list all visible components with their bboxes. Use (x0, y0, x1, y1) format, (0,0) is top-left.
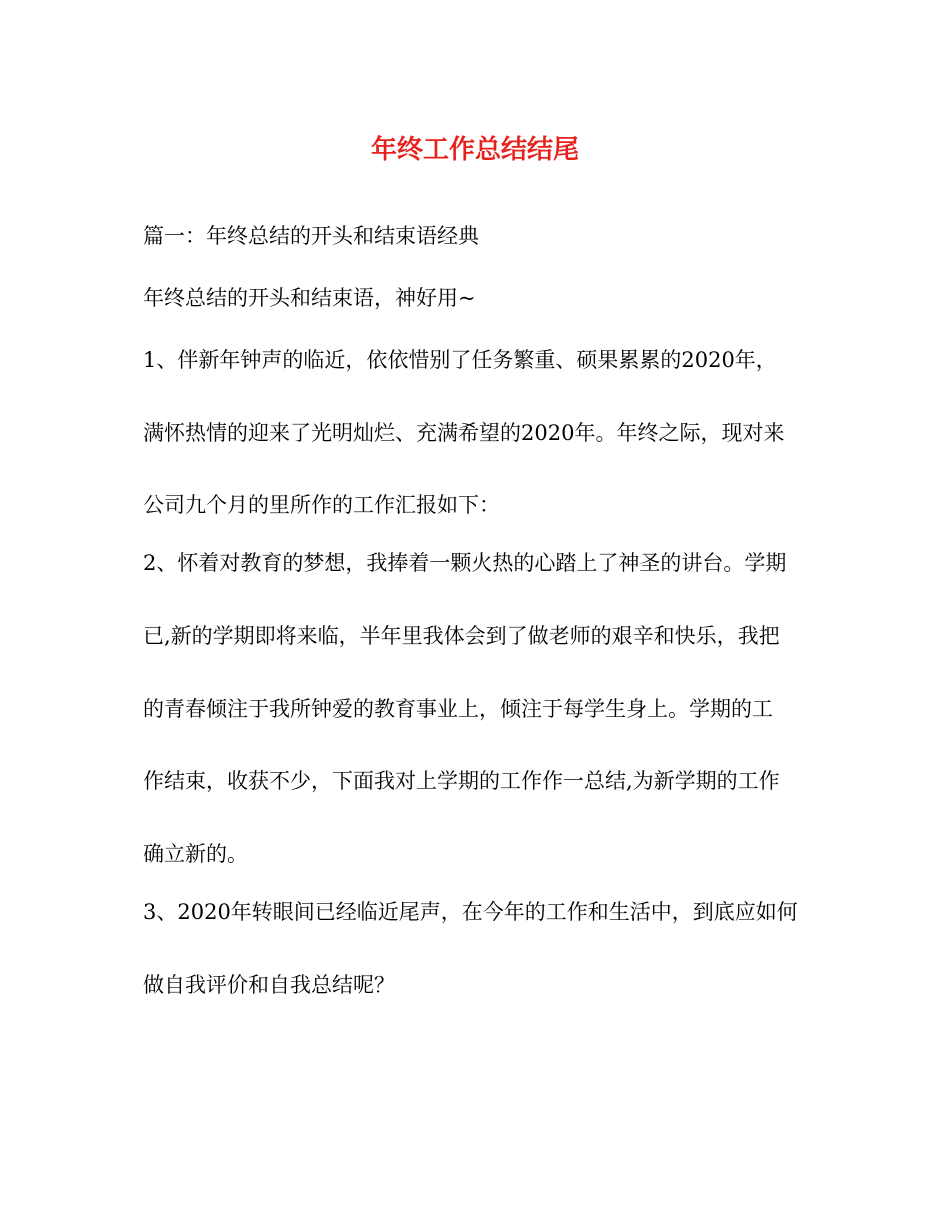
paragraph-line: 确立新的。 (143, 842, 248, 866)
paragraph-line: 已,新的学期即将来临，半年里我体会到了做老师的艰辛和快乐，我把 (143, 624, 780, 648)
paragraph-line: 的青春倾注于我所钟爱的教育事业上，倾注于每学生身上。学期的工 (143, 697, 773, 721)
paragraph-line: 做自我评价和自我总结呢？ (143, 973, 395, 997)
paragraph-line: 3、2020年转眼间已经临近尾声，在今年的工作和生活中，到底应如何 (143, 900, 798, 924)
paragraph-line: 满怀热情的迎来了光明灿烂、充满希望的2020年。年终之际，现对来 (143, 421, 785, 445)
paragraph-line: 作结束，收获不少，下面我对上学期的工作作一总结,为新学期的工作 (143, 769, 780, 793)
paragraph-line: 2、怀着对教育的梦想，我捧着一颗火热的心踏上了神圣的讲台。学期 (143, 551, 787, 575)
document-title: 年终工作总结结尾 (370, 135, 579, 165)
section-heading: 篇一：年终总结的开头和结束语经典 (143, 224, 479, 248)
paragraph-line: 年终总结的开头和结束语，神好用~ (143, 286, 476, 310)
paragraph-line: 1、伴新年钟声的临近，依依惜别了任务繁重、硕果累累的2020年， (143, 348, 777, 372)
paragraph-line: 公司九个月的里所作的工作汇报如下： (143, 493, 500, 517)
